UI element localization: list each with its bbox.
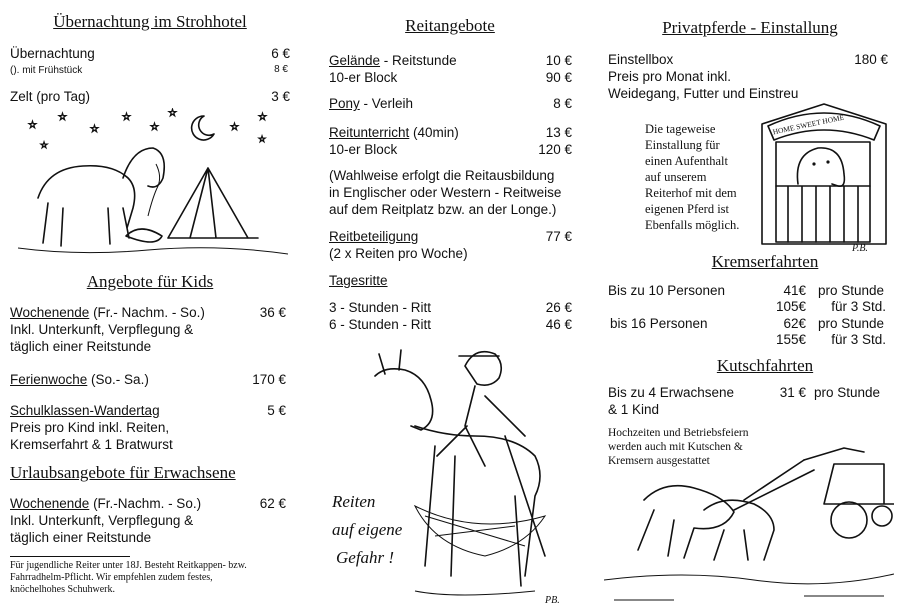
- zelt-price: 3 €: [271, 89, 290, 104]
- kids-weekend-suffix: (Fr.- Nachm. - So.): [89, 305, 205, 320]
- ferienwoche-label: Ferienwoche: [10, 372, 88, 387]
- adults-weekend-suffix: (Fr.-Nachm. - So.): [89, 496, 202, 511]
- adults-weekend-label: Wochenende: [10, 496, 90, 511]
- svg-text:☆: ☆: [90, 124, 99, 135]
- pony-camping-illustration: [18, 108, 288, 264]
- info-line3: einen Aufenthalt: [645, 154, 728, 168]
- svg-text:☆: ☆: [168, 108, 177, 119]
- reitunterricht-block-price: 120 €: [538, 142, 572, 157]
- adults-weekend: [10, 495, 201, 512]
- ferienwoche-price: 170 €: [252, 372, 286, 387]
- reit-note-line2: in Englischer oder Western - Reitweise: [329, 185, 562, 200]
- footnote-line3: knöchelhohes Schuhwerk.: [10, 584, 115, 595]
- kremser-heading: Kremserfahrten: [711, 252, 819, 271]
- kremser-row1-unit: pro Stunde: [818, 283, 885, 298]
- ferienwoche: [10, 371, 149, 388]
- einstellbox-label: Einstellbox: [608, 52, 674, 67]
- rider-signature: PB.: [545, 595, 560, 606]
- ritt6-price: 46 €: [545, 317, 572, 332]
- kids-weekend-label: Wochenende: [10, 305, 90, 320]
- kutsch-note-line3: Kremsern ausgestattet: [608, 455, 710, 467]
- ferienwoche-suffix: (So.- Sa.): [87, 372, 149, 387]
- gelaende-block: 10-er Block: [329, 70, 398, 85]
- kremser-row1-price: 41€: [783, 283, 806, 298]
- privat-heading: Privatpferde - Einstallung: [662, 18, 838, 37]
- column-middle: [300, 0, 600, 614]
- reitunterricht-suffix: (40min): [409, 125, 459, 140]
- adults-heading: Urlaubsangebote für Erwachsene: [10, 463, 236, 482]
- kutsch-note-line2: werden auch mit Kutschen &: [608, 441, 743, 453]
- zelt-label: Zelt (pro Tag): [10, 89, 91, 104]
- kremser-row2-unit: für 3 Std.: [831, 299, 886, 314]
- uebernachtung-price: 6 €: [271, 46, 290, 61]
- stable-signature: P.B.: [852, 243, 868, 254]
- kutsch-heading: Kutschfahrten: [716, 356, 814, 375]
- kutsch-price: 31 €: [779, 385, 806, 400]
- footnote-divider: [10, 556, 130, 557]
- kremser-row3-price: 62€: [783, 316, 806, 331]
- ritt3-price: 26 €: [545, 300, 572, 315]
- reit-note-line1: (Wahlweise erfolgt die Reitausbildung: [329, 168, 555, 183]
- kids-weekend-line3: täglich einer Reitstunde: [10, 339, 152, 354]
- kutsch-line2: & 1 Kind: [608, 402, 660, 417]
- svg-text:☆: ☆: [40, 140, 49, 150]
- kids-heading: Angebote für Kids: [86, 272, 214, 291]
- schulklassen-price: 5 €: [267, 403, 286, 418]
- gelaende-price: 10 €: [545, 53, 572, 68]
- footnote-line2: Fahrradhelm-Pflicht. Wir empfehlen zudem festes,: [10, 572, 213, 583]
- caption-line2: auf eigene: [332, 520, 403, 539]
- home-sweet-home-sign: HOME SWEET HOME: [771, 112, 845, 137]
- kids-weekend-line2: Inkl. Unterkunft, Verpflegung &: [10, 322, 194, 337]
- pony-label: Pony: [329, 96, 360, 111]
- info-line6: eigenen Pferd ist: [645, 202, 730, 216]
- carriage-illustration: [604, 420, 894, 608]
- svg-text:☆: ☆: [258, 134, 267, 144]
- tagesritte-label: Tagesritte: [329, 273, 388, 288]
- svg-text:☆: ☆: [28, 120, 37, 131]
- reitbeteiligung-sub: (2 x Reiten pro Woche): [329, 246, 468, 261]
- pony: [329, 95, 413, 112]
- column-right: [600, 0, 900, 614]
- info-line1: Die tageweise: [645, 122, 716, 136]
- einstellbox-line2: Preis pro Monat inkl.: [608, 69, 732, 84]
- caption-line1: Reiten: [332, 492, 376, 511]
- info-line2: Einstallung für: [645, 138, 720, 152]
- info-line5: Reiterhof mit dem: [645, 186, 737, 200]
- reit-heading: Reitangebote: [405, 16, 495, 35]
- svg-text:☆: ☆: [122, 112, 131, 123]
- ritt3-label: 3 - Stunden - Ritt: [329, 300, 432, 315]
- kids-weekend: [10, 304, 205, 321]
- schulklassen-label: Schulklassen-Wandertag: [10, 403, 160, 418]
- kids-weekend-price: 36 €: [259, 305, 286, 320]
- info-line7: Ebenfalls möglich.: [645, 218, 740, 232]
- svg-text:☆: ☆: [58, 112, 67, 123]
- adults-line2: Inkl. Unterkunft, Verpflegung &: [10, 513, 194, 528]
- gelaende: [329, 52, 457, 69]
- kremser-row2-price: 105€: [775, 299, 806, 314]
- fruehstueck-label: (). mit Frühstück: [10, 65, 83, 76]
- svg-text:☆: ☆: [258, 112, 267, 123]
- ritt6-label: 6 - Stunden - Ritt: [329, 317, 432, 332]
- caption-line3: Gefahr !: [336, 548, 395, 567]
- einstellbox-line3: Weidegang, Futter und Einstreu: [608, 86, 799, 101]
- schulklassen-line3: Kremserfahrt & 1 Bratwurst: [10, 437, 173, 452]
- kremser-row4-unit: für 3 Std.: [831, 332, 886, 347]
- gelaende-label: Gelände: [329, 53, 381, 68]
- adults-weekend-price: 62 €: [259, 496, 286, 511]
- pony-suffix: - Verleih: [359, 96, 414, 111]
- svg-text:☆: ☆: [230, 122, 239, 133]
- kremser-row3-label: bis 16 Personen: [610, 316, 708, 331]
- kremser-row1-label: Bis zu 10 Personen: [608, 283, 726, 298]
- einstellbox-price: 180 €: [854, 52, 888, 67]
- reitunterricht-block: 10-er Block: [329, 142, 398, 157]
- reitunterricht-label: Reitunterricht: [329, 125, 410, 140]
- fruehstueck-price: 8 €: [274, 64, 288, 75]
- adults-line3: täglich einer Reitstunde: [10, 530, 152, 545]
- column-left: [0, 0, 300, 614]
- kutsch-unit: pro Stunde: [814, 385, 881, 400]
- reitunterricht: [329, 124, 459, 141]
- kutsch-line1: Bis zu 4 Erwachsene: [608, 385, 735, 400]
- gelaende-suffix: - Reitstunde: [380, 53, 457, 68]
- strohhotel-heading: Übernachtung im Strohhotel: [53, 12, 247, 31]
- reitbeteiligung-label: Reitbeteiligung: [329, 229, 419, 244]
- kutsch-note-line1: Hochzeiten und Betriebsfeiern: [608, 427, 749, 439]
- svg-text:☆: ☆: [150, 122, 159, 133]
- footnote-line1: Für jugendliche Reiter unter 18J. Besteht Reitkappen- bzw.: [10, 560, 247, 571]
- schulklassen-line2: Preis pro Kind inkl. Reiten,: [10, 420, 170, 435]
- info-line4: auf unserem: [645, 170, 707, 184]
- gelaende-block-price: 90 €: [545, 70, 572, 85]
- pony-price: 8 €: [553, 96, 572, 111]
- reitbeteiligung-price: 77 €: [545, 229, 572, 244]
- uebernachtung-label: Übernachtung: [10, 46, 95, 61]
- kremser-row3-unit: pro Stunde: [818, 316, 885, 331]
- reitunterricht-price: 13 €: [545, 125, 572, 140]
- reit-note-line3: auf dem Reitplatz bzw. an der Longe.): [329, 202, 557, 217]
- kremser-row4-price: 155€: [775, 332, 806, 347]
